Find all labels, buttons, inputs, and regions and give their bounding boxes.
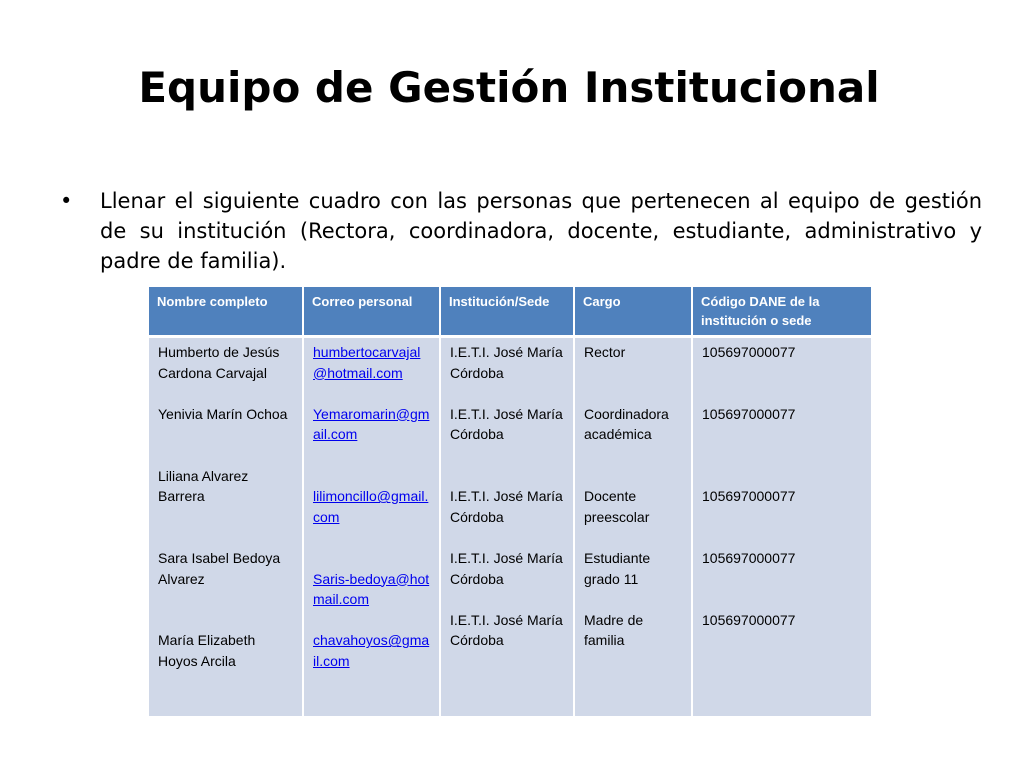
role-entry: Docente preescolar <box>584 488 650 525</box>
role-entry: Rector <box>584 344 626 360</box>
name-entry: Liliana Alvarez Barrera <box>158 467 249 505</box>
emails-cell <box>303 337 440 717</box>
header-institucion: Institución/Sede <box>440 287 574 337</box>
instruction-bullet <box>60 186 982 276</box>
role-entry: Madre de familia <box>584 611 644 649</box>
email-link[interactable]: chavahoyos@gmail.com <box>313 632 430 669</box>
email-link[interactable]: Saris-bedoya@hotmail.com <box>313 570 430 608</box>
header-correo: Correo personal <box>303 287 440 337</box>
table-row <box>149 337 871 717</box>
name-entry: María Elizabeth Hoyos Arcila <box>158 632 256 669</box>
roles-cell <box>574 337 692 717</box>
institution-entry: I.E.T.I. José María Córdoba <box>450 344 563 381</box>
dane-entry: 105697000077 <box>702 611 796 628</box>
email-link[interactable]: Yemaromarin@gmail.com <box>313 405 430 443</box>
role-entry: Coordinadora académica <box>584 405 669 443</box>
dane-entry: 105697000077 <box>702 549 796 566</box>
email-link[interactable]: lilimoncillo@gmail.com <box>313 488 429 525</box>
institution-entry: I.E.T.I. José María Córdoba <box>450 549 563 587</box>
name-entry: Yenivia Marín Ochoa <box>158 405 288 422</box>
header-cargo: Cargo <box>574 287 692 337</box>
bullet-icon: • <box>60 189 73 213</box>
name-entry: Humberto de Jesús Cardona Carvajal <box>158 344 280 381</box>
dane-entry: 105697000077 <box>702 488 796 505</box>
slide-title: Equipo de Gestión Institucional <box>138 63 880 112</box>
institutions-cell <box>440 337 574 717</box>
dane-entry: 105697000077 <box>702 405 796 422</box>
institution-entry: I.E.T.I. José María Córdoba <box>450 405 563 443</box>
email-link[interactable]: humbertocarvajal@hotmail.com <box>313 344 421 381</box>
name-entry: Sara Isabel Bedoya Alvarez <box>158 549 281 587</box>
dane-cell <box>692 337 871 717</box>
instruction-text: Llenar el siguiente cuadro con las personas que pertenecen al equipo de gestión de su institución (Rectora, coordinadora, docente, estudiante, administrativo y padre de familia). <box>100 189 982 273</box>
role-entry: Estudiante grado 11 <box>584 549 651 587</box>
names-cell <box>149 337 303 717</box>
institution-entry: I.E.T.I. José María Córdoba <box>450 611 563 649</box>
dane-entry: 105697000077 <box>702 344 796 360</box>
management-team-table <box>149 287 871 716</box>
institution-entry: I.E.T.I. José María Córdoba <box>450 488 563 525</box>
header-dane: Código DANE de la institución o sede <box>692 287 871 337</box>
table-header-row <box>149 287 871 337</box>
header-nombre: Nombre completo <box>149 287 303 337</box>
